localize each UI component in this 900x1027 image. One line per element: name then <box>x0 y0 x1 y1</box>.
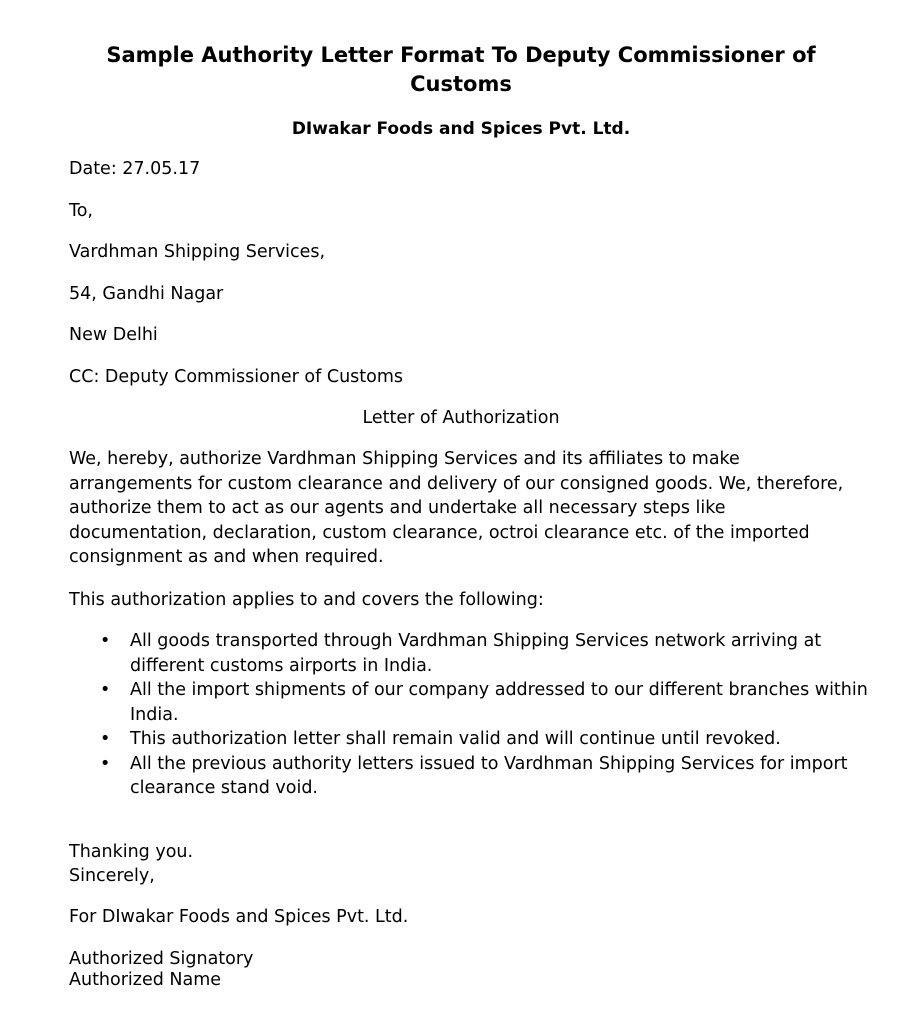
closing-sign-off: Sincerely, <box>69 866 155 886</box>
list-item <box>69 629 869 678</box>
authorized-name: Authorized Name <box>69 970 222 990</box>
company-name: DIwakar Foods and Spices Pvt. Ltd. <box>291 119 631 139</box>
closing-thanks: Thanking you. <box>69 842 194 862</box>
recipient-city: New Delhi <box>69 325 158 345</box>
bullet-icon: • <box>100 729 111 749</box>
recipient-address: 54, Gandhi Nagar <box>69 284 224 304</box>
list-item-text: All the import shipments of our company addressed to our different branches within India. <box>130 680 868 725</box>
coverage-list <box>69 629 869 801</box>
list-item-text: This authorization letter shall remain valid and will continue until revoked. <box>130 729 781 749</box>
authorized-signatory: Authorized Signatory <box>69 949 254 969</box>
page-title: Sample Authority Letter Format To Deputy Commissioner of Customs <box>106 43 816 96</box>
bullet-icon: • <box>100 631 111 651</box>
coverage-intro: This authorization applies to and covers the following: <box>69 590 544 610</box>
letter-date: Date: 27.05.17 <box>69 159 201 179</box>
list-item-text: All goods transported through Vardhman Shipping Services network arriving at different customs airports in India. <box>130 631 822 676</box>
list-item <box>69 752 869 801</box>
body-paragraph: We, hereby, authorize Vardhman Shipping Services and its affiliates to make arrangements for custom clearance and delivery of our consigned goods. We, therefore, authorize them to act as our agents and undertake all necessary steps like documentation, declaration, custom clearance, octroi clearance etc. of the imported consignment as and when required. <box>69 449 844 567</box>
recipient-name: Vardhman Shipping Services, <box>69 242 326 262</box>
bullet-icon: • <box>100 753 111 774</box>
bullet-icon: • <box>100 680 111 700</box>
closing-for-company: For DIwakar Foods and Spices Pvt. Ltd. <box>69 907 409 927</box>
salutation-to: To, <box>69 201 93 221</box>
cc-line: CC: Deputy Commissioner of Customs <box>69 367 404 387</box>
letter-subject: Letter of Authorization <box>362 408 560 428</box>
list-item <box>69 727 869 752</box>
list-item-text: All the previous authority letters issued to Vardhman Shipping Services for import clearance stand void. <box>130 753 848 798</box>
list-item <box>69 678 869 727</box>
